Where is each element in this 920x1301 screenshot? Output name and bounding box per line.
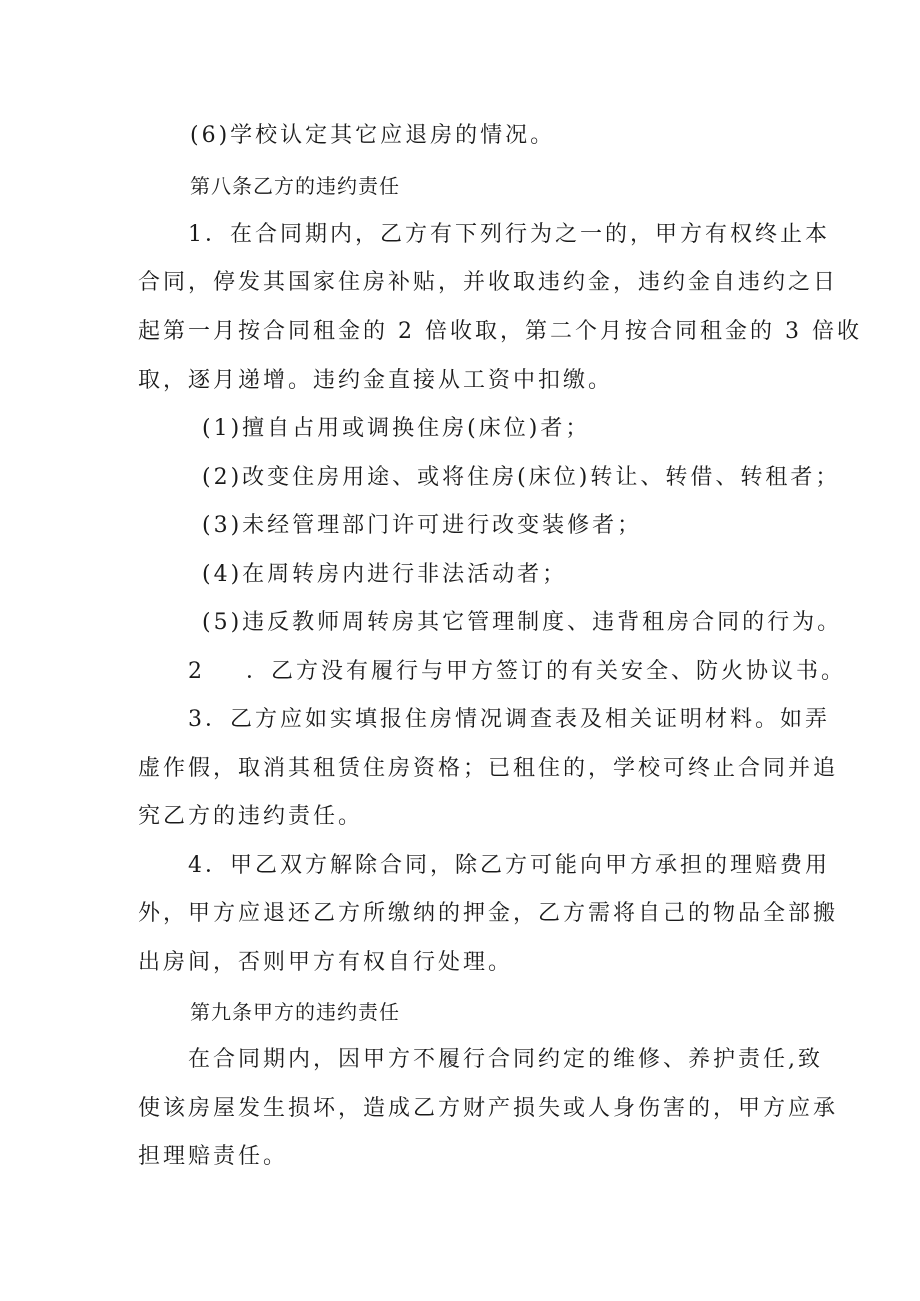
clause-3-text: 虚作假，取消其租赁住房资格；已租住的，学校可终止合同并追	[138, 756, 839, 781]
clause-1-text: 合同，停发其国家住房补贴，并收取违约金，违约金自违约之日	[138, 270, 839, 295]
clause-1-text: 取，逐月递增。违约金直接从工资中扣缴。	[138, 368, 614, 393]
sub-item-text: (1)擅自占用或调换住房(床位)者；	[202, 416, 591, 441]
article-9-text: 担理赔责任。	[138, 1144, 289, 1169]
article-8-title: 第八条乙方的违约责任	[190, 174, 400, 198]
sub-item-text: (5)违反教师周转房其它管理制度、违背租房合同的行为。	[202, 610, 843, 635]
clause-3-text: 究乙方的违约责任。	[138, 804, 364, 829]
clause-2-number: 2	[188, 659, 205, 684]
sub-item-text: (2)改变住房用途、或将住房(床位)转让、转借、转租者；	[202, 465, 841, 490]
clause-1-text: 1．在合同期内，乙方有下列行为之一的，甲方有权终止本	[188, 222, 830, 247]
article-9-text: 在合同期内，因甲方不履行合同约定的维修、养护责任,致	[188, 1047, 823, 1072]
clause-2-text: ．乙方没有履行与甲方签订的有关安全、防火协议书。	[246, 659, 847, 684]
article-9-text: 使该房屋发生损坏，造成乙方财产损失或人身伤害的，甲方应承	[138, 1096, 839, 1121]
sub-item-text: (3)未经管理部门许可进行改变装修者；	[202, 513, 643, 538]
sub-item-text: (4)在周转房内进行非法活动者；	[202, 562, 568, 587]
clause-4-text: 出房间，否则甲方有权自行处理。	[138, 950, 514, 975]
article-9-title: 第九条甲方的违约责任	[190, 1000, 400, 1024]
clause-3-text: 3．乙方应如实填报住房情况调查表及相关证明材料。如弄	[188, 707, 830, 732]
item-6-text: (6)学校认定其它应退房的情况。	[190, 123, 556, 148]
clause-4-text: 4．甲乙双方解除合同，除乙方可能向甲方承担的理赔费用	[188, 853, 830, 878]
clause-4-text: 外，甲方应退还乙方所缴纳的押金，乙方需将自己的物品全部搬	[138, 901, 839, 926]
clause-1-text: 起第一月按合同租金的 2 倍收取，第二个月按合同租金的 3 倍收	[138, 319, 862, 344]
